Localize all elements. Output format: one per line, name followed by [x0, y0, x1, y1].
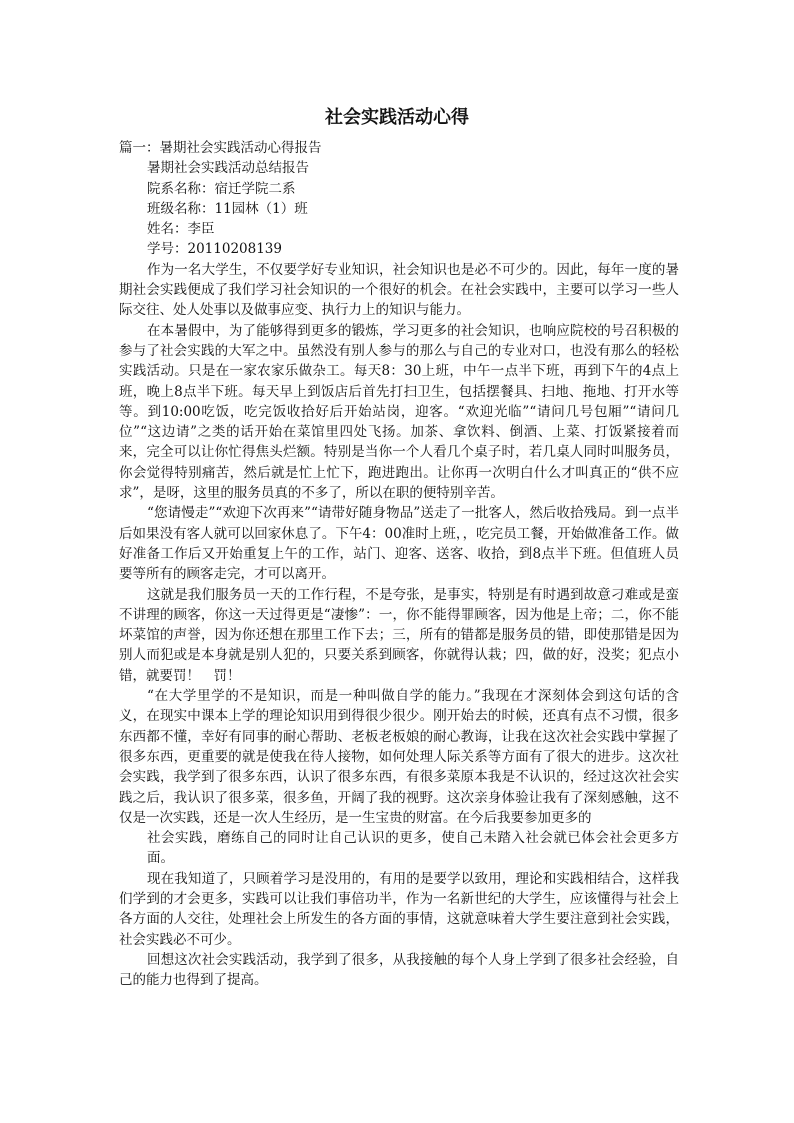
document-title: 社会实践活动心得 — [325, 107, 469, 128]
paragraph-2: 在本暑假中，为了能够得到更多的锻炼，学习更多的社会知识，也响应院校的号召积极的参与了社会实践的大军之中。虽然没有别人参与的那么与自己的专业对口，也没有那么的轻松实践活动。只是在一家农家乐做杂工。每天8：30上班，中午一点半下班，再到下午的4点上班，晚上8点半下班。每天早上到饭店后首先打扫卫生，包括摆餐具、扫地、拖地、打开水等等。到10:00吃饭，吃完饭收拾好后开始站岗，迎客。“欢迎光临”“请问几号包厢”“请问几位”“这边请”之类的话开始在菜馆里四处飞扬。加茶、拿饮料、倒酒、上菜、打饭紧接着而来，完全可以让你忙得焦头烂额。特别是当你一个人看几个桌子时，若几桌人同时叫服务员，你会觉得特别痛苦，然后就是忙上忙下，跑进跑出。让你再一次明白什么才叫真正的“供不应求”，是呀，这里的服务员真的不多了，所以在职的便特别辛苦。 — [119, 322, 679, 502]
paragraph-6: 社会实践，磨练自己的同时让自己认识的更多，使自己未踏入社会就已体会社会更多方面。 — [147, 830, 679, 867]
paragraph-3: “您请慢走”“欢迎下次再来”“请带好随身物品”送走了一批客人，然后收拾残局。到一点半后如果没有客人就可以回家休息了。下午4：00准时上班，，吃完员工餐，开始做准备工作。做好准备工作后又开始重复上午的工作，站门、迎客、送客、收拾，到8点半下班。但值班人员要等所有的顾客走完，才可以离开。 — [119, 505, 679, 583]
department-line: 院系名称：宿迁学院二系 — [147, 180, 296, 197]
report-subheading: 暑期社会实践活动总结报告 — [147, 160, 309, 177]
document-body — [119, 138, 679, 990]
section-heading: 篇一：暑期社会实践活动心得报告 — [119, 140, 322, 156]
class-line: 班级名称：11园林（1）班 — [147, 200, 308, 217]
paragraph-4: 这就是我们服务员一天的工作行程，不是夸张，是事实，特别是有时遇到故意刁难或是蛮不讲理的顾客，你这一天过得更是“凄惨”：一，你不能得罪顾客，因为他是上帝；二，你不能坏菜馆的声誉，因为你还想在那里工作下去；三，所有的错都是服务员的错，即使那错是因为别人而犯或是本身就是别人犯的，只要关系到顾客，你就得认栽；四，做的好，没奖；犯点小错，就要罚！ 罚！ — [119, 586, 679, 684]
name-line: 姓名：李臣 — [147, 221, 215, 238]
paragraph-1: 作为一名大学生，不仅要学好专业知识，社会知识也是必不可少的。因此，每年一度的暑期社会实践便成了我们学习社会知识的一个很好的机会。在社会实践中，主要可以学习一些人际交往、处人处事以及做事应变、执行力上的知识与能力。 — [119, 261, 679, 319]
paragraph-7: 现在我知道了，只顾着学习是没用的，有用的是要学以致用，理论和实践相结合，这样我们学到的才会更多，实践可以让我们事倍功半，作为一名新世纪的大学生，应该懂得与社会上各方面的人交往，处理社会上所发生的各方面的事情，这就意味着大学生要注意到社会实践，社会实践必不可少。 — [119, 870, 679, 948]
student-id-line: 学号：20110208139 — [147, 241, 282, 258]
paragraph-5: “在大学里学的不是知识，而是一种叫做自学的能力。”我现在才深刻体会到这句话的含义，在现实中课本上学的理论知识用到得很少很少。刚开始去的时候，还真有点不习惯，很多东西都不懂，幸好有同事的耐心帮助、老板老板娘的耐心教诲，让我在这次社会实践中掌握了很多东西，更重要的就是使我在待人接物，如何处理人际关系等方面有了很大的进步。这次社会实践，我学到了很多东西，认识了很多东西，有很多菜原本我是不认识的，经过这次社会实践之后，我认识了很多菜，很多鱼，开阔了我的视野。这次亲身体验让我有了深刻感触，这不仅是一次实践，还是一次人生经历，是一生宝贵的财富。在今后我要参加更多的 — [119, 688, 679, 826]
paragraph-8: 回想这次社会实践活动，我学到了很多，从我接触的每个人身上学到了很多社会经验，自己的能力也得到了提高。 — [119, 951, 679, 989]
